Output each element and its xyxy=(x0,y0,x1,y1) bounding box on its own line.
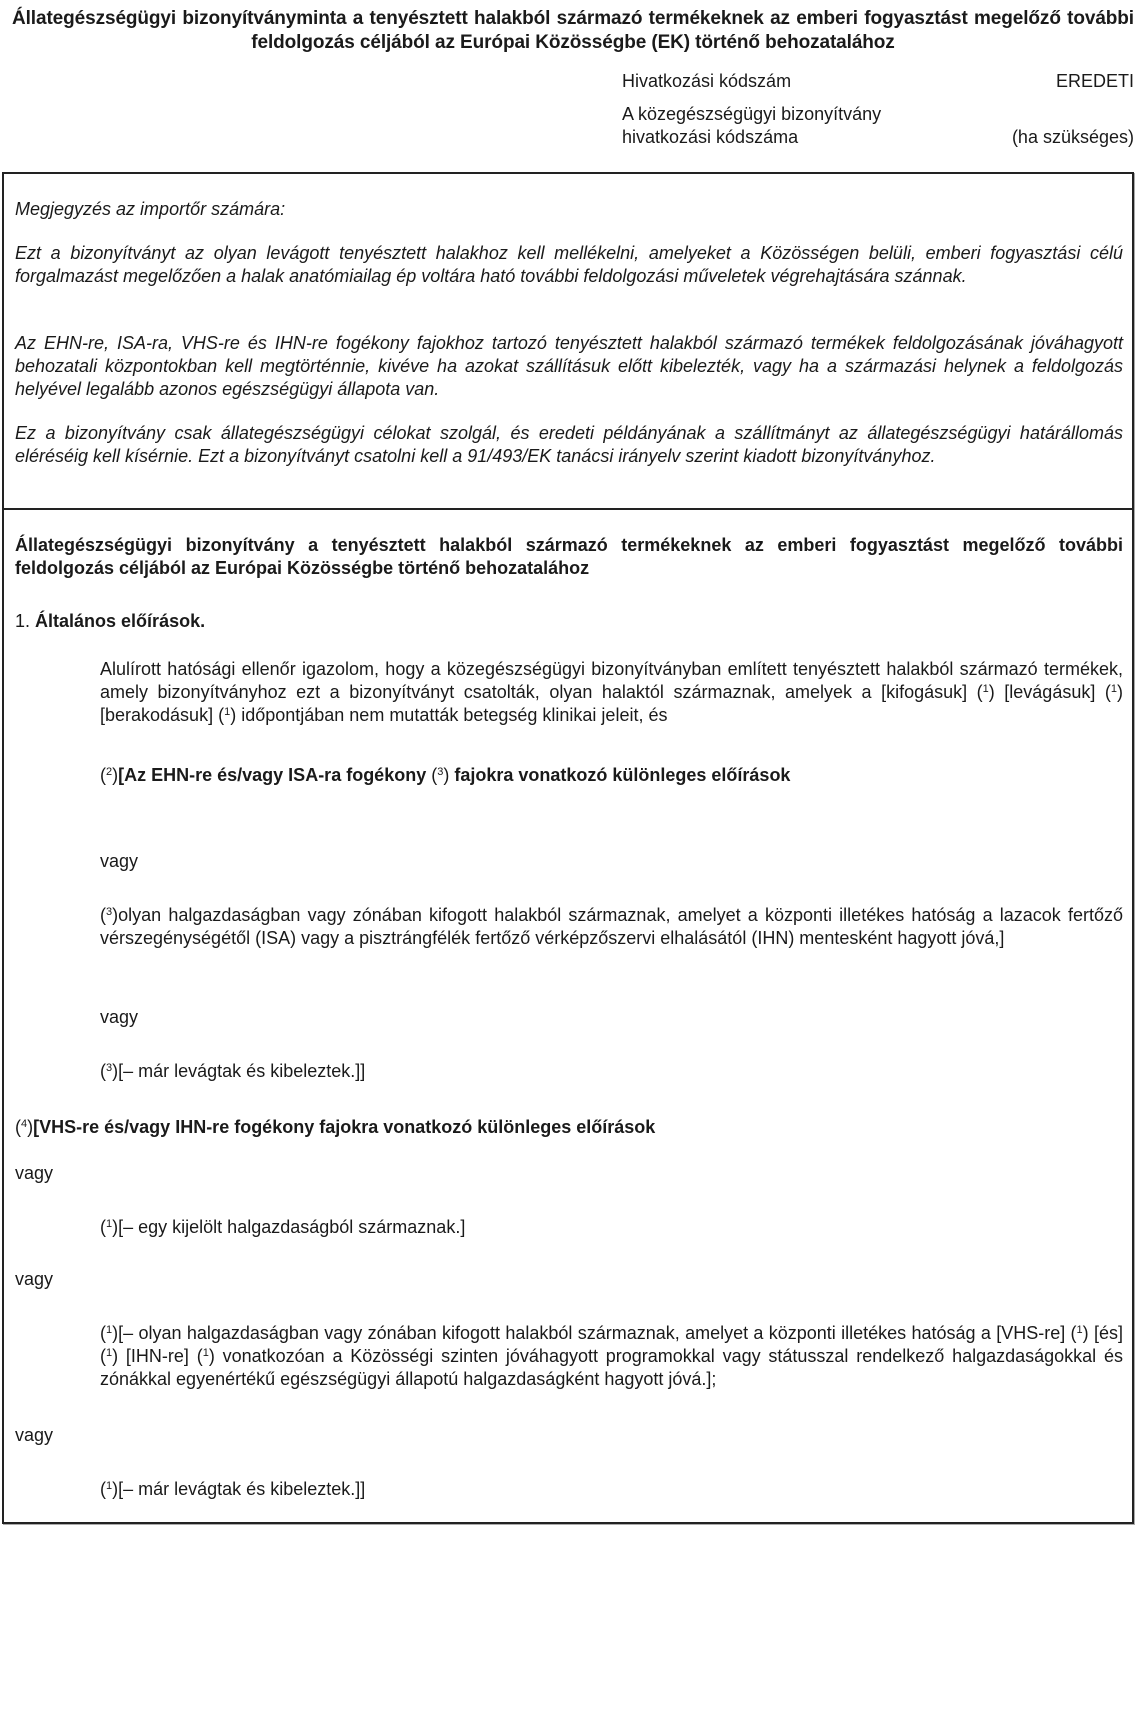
public-health-ref-row xyxy=(622,103,1134,149)
footnote-ref: 1 xyxy=(202,1347,209,1359)
attestation-text: [levágásuk] xyxy=(1004,682,1096,702)
vhs-option-text: vonatkozóan a Közösségi szinten jóváhagyott programokkal vagy státusszal rendelkező halgazdaságokkal és zónákkal egyenértékű egészségügyi állapotú halgazdaságként hagyott jóvá.]; xyxy=(100,1346,1123,1389)
ehn-option-text: olyan halgazdaságban vagy zónában kifogott halakból származnak, amelyet a központi illetékes hatóság a lazacok fertőző vérszegénységétől (ISA) vagy a pisztrángfélék fertőző vérképzőszervi elhalásától (IHN) mentesként hagyott jóvá,] xyxy=(100,905,1123,948)
footnote-ref: 3 xyxy=(106,1062,113,1074)
importer-note-heading: Megjegyzés az importőr számára: xyxy=(15,199,286,219)
footnote-ref: 1 xyxy=(106,1218,113,1230)
vhs-heading-text: [VHS-re és/vagy IHN-re fogékony fajokra vonatkozó különleges előírások xyxy=(33,1117,656,1137)
vhs-option-text: [– már levágtak és kibeleztek.]] xyxy=(118,1479,366,1499)
document-title: Állategészségügyi bizonyítványminta a tenyésztett halakból származó termékeknek az emberi fogyasztást megelőző további feldolgozás céljából az Európai Közösségbe (EK) történő behozatalához xyxy=(12,8,1134,53)
public-health-ref-label xyxy=(622,103,881,149)
or-label: vagy xyxy=(100,851,139,871)
ehn-isa-heading: ($^2$)[Az EHN-re és/vagy ISA-ra fogékony ($^3$) fajokra vonatkozó különleges előírások xyxy=(100,765,791,785)
reference-code-row xyxy=(622,70,1134,93)
footnote-ref: 2 xyxy=(106,766,113,778)
footnote-ref: 1 xyxy=(982,683,989,695)
footnote-ref: 3 xyxy=(106,906,113,918)
public-health-ref-value: (ha szükséges) xyxy=(1011,127,1134,147)
footnote-ref: 1 xyxy=(106,1480,113,1492)
ehn-option-b: ($^3$)[– már levágtak és kibeleztek.]] xyxy=(100,1061,366,1081)
attestation-text: időpontjában nem mutatták betegség klinikai jeleit, és xyxy=(241,705,668,725)
public-health-ref-label-line1: A közegészségügyi bizonyítvány xyxy=(622,104,882,124)
vhs-option-text: [– olyan halgazdaságban vagy zónában kifogott halakból származnak, amelyet a központi illetékes hatóság a [VHS-re] xyxy=(118,1323,1066,1343)
footnote-ref: 1 xyxy=(224,706,231,718)
vhs-option-text: [és] xyxy=(1093,1323,1123,1343)
ehn-option-text: [– már levágtak és kibeleztek.]] xyxy=(118,1061,366,1081)
section-divider xyxy=(4,508,1132,510)
vhs-option-text: [– egy kijelölt halgazdaságból származnak.] xyxy=(118,1217,466,1237)
ehn-heading-text: [Az EHN-re és/vagy ISA-ra fogékony xyxy=(118,765,427,785)
footnote-ref: 1 xyxy=(106,1347,113,1359)
vhs-option-c: ($^1$)[– már levágtak és kibeleztek.]] xyxy=(100,1479,366,1499)
certificate-title: Állategészségügyi bizonyítvány a tenyésztett halakból származó termékeknek az emberi fogyasztást megelőző további feldolgozás céljából az Európai Közösségbe történő behozatalához xyxy=(15,535,1123,578)
vhs-option-a: ($^1$)[– egy kijelölt halgazdaságból származnak.] xyxy=(100,1217,466,1237)
section-1-heading xyxy=(15,610,1123,633)
vhs-ihn-heading: ($^4$)[VHS-re és/vagy IHN-re fogékony fajokra vonatkozó különleges előírások xyxy=(15,1117,656,1137)
importer-note-paragraph: Az EHN-re, ISA-ra, VHS-re és IHN-re fogékony fajokhoz tartozó tenyésztett halakból származó termékek feldolgozásának jóváhagyott behozatali központokban kell megtörténnie, kivéve ha azokat szállításuk előtt kibelezték, vagy ha a származási helynek a feldolgozás helyével legalább azonos egészségügyi állapota van. xyxy=(15,333,1123,399)
attestation-text: Alulírott hatósági ellenőr igazolom, hogy a közegészségügyi bizonyítványban említett tenyésztett halakból származó termékek, amely bizonyítványhoz ezt a bizonyítványt csatolták, olyan halaktól származnak, amelyek a [kifogásuk] xyxy=(100,659,1123,702)
reference-code-value: EREDETI xyxy=(1055,71,1134,91)
section-number: 1. xyxy=(15,611,31,631)
importer-note-paragraph: Ezt a bizonyítványt az olyan levágott tenyésztett halakhoz kell mellékelni, amelyeket a Közösségen belüli, emberi fogyasztási célú forgalmazást megelőzően a halak anatómiailag ép voltára ható további feldolgozási műveletek végrehajtására szánnak. xyxy=(15,243,1123,286)
ehn-heading-text: fajokra vonatkozó különleges előírások xyxy=(454,765,791,785)
footnote-ref: 3 xyxy=(437,766,444,778)
or-label: vagy xyxy=(100,1007,139,1027)
or-label: vagy xyxy=(15,1269,54,1289)
certificate-box xyxy=(2,172,1134,1524)
or-label: vagy xyxy=(15,1163,54,1183)
reference-code-label: Hivatkozási kódszám xyxy=(622,71,792,91)
section-title: Általános előírások. xyxy=(35,611,206,631)
vhs-option-text: [IHN-re] xyxy=(125,1346,189,1366)
importer-note-paragraph: Ez a bizonyítvány csak állategészségügyi célokat szolgál, és eredeti példányának a szállítmányt az állategészségügyi határállomás eléréséig kell kísérnie. Ezt a bizonyítványt csatolni kell a 91/493/EK tanácsi irányelv szerint kiadott bizonyítványhoz. xyxy=(15,423,1123,466)
footnote-ref: 1 xyxy=(106,1324,113,1336)
general-attestation-paragraph: Alulírott hatósági ellenőr igazolom, hogy a közegészségügyi bizonyítványban említett tenyésztett halakból származó termékek, amely bizonyítványhoz ezt a bizonyítványt csatolták, olyan halaktól származnak, amelyek a [kifogásuk] ($^1$) [levágásuk] ($^1$) [berakodásuk] ($^1$) időpontjában nem mutatták betegség klinikai jeleit, és xyxy=(100,659,1123,725)
footnote-ref: 1 xyxy=(1076,1324,1083,1336)
footnote-ref: 4 xyxy=(21,1118,28,1130)
public-health-ref-label-line2: hivatkozási kódszáma xyxy=(622,127,799,147)
footnote-ref: 1 xyxy=(1110,683,1117,695)
reference-block xyxy=(622,70,1134,149)
or-label: vagy xyxy=(15,1425,54,1445)
attestation-text: [berakodásuk] xyxy=(100,705,214,725)
ehn-option-a: ($^3$)olyan halgazdaságban vagy zónában kifogott halakból származnak, amelyet a központi illetékes hatóság a lazacok fertőző vérszegénységétől (ISA) vagy a pisztrángfélék fertőző vérképzőszervi elhalásától (IHN) mentesként hagyott jóvá,] xyxy=(100,905,1123,948)
vhs-option-b: ($^1$)[– olyan halgazdaságban vagy zónában kifogott halakból származnak, amelyet a központi illetékes hatóság a [VHS-re] ($^1$) [és] ($^1$) [IHN-re] ($^1$) vonatkozóan a Közösségi szinten jóváhagyott programokkal vagy státusszal rendelkező halgazdaságokkal és zónákkal egyenértékű egészségügyi állapotú halgazdaságként hagyott jóvá.]; xyxy=(100,1323,1123,1389)
